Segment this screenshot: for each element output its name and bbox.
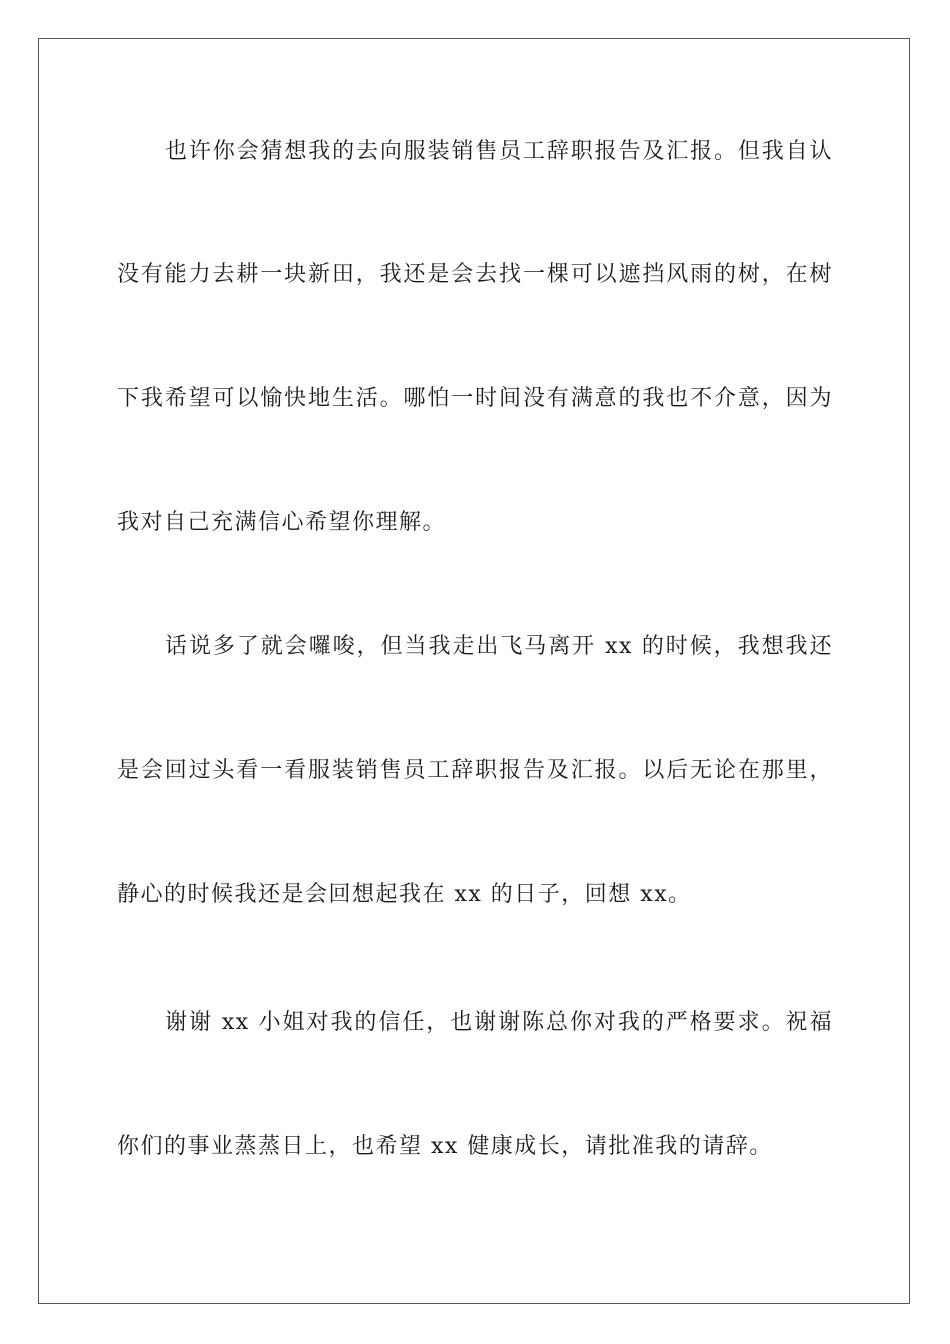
paragraph-2-line-3: 静心的时候我还是会回想起我在 xx 的日子，回想 xx。 [117,882,692,907]
paragraph-3-line-1: 谢谢 xx 小姐对我的信任，也谢谢陈总你对我的严格要求。祝福 [165,1010,833,1035]
paragraph-1-line-3: 下我希望可以愉快地生活。哪怕一时间没有满意的我也不介意，因为 [117,386,833,411]
paragraph-1-line-2: 没有能力去耕一块新田，我还是会去找一棵可以遮挡风雨的树，在树 [117,262,833,287]
paragraph-1-line-1: 也许你会猜想我的去向服装销售员工辞职报告及汇报。但我自认 [165,139,833,164]
page-border [38,38,910,1304]
paragraph-1-line-4: 我对自己充满信心希望你理解。 [117,510,447,535]
paragraph-3-line-2: 你们的事业蒸蒸日上，也希望 xx 健康成长，请批准我的请辞。 [117,1134,773,1159]
paragraph-2-line-1: 话说多了就会囉唆，但当我走出飞马离开 xx 的时候，我想我还 [165,634,833,659]
paragraph-2-line-2: 是会回过头看一看服装销售员工辞职报告及汇报。以后无论在那里， [117,758,833,783]
